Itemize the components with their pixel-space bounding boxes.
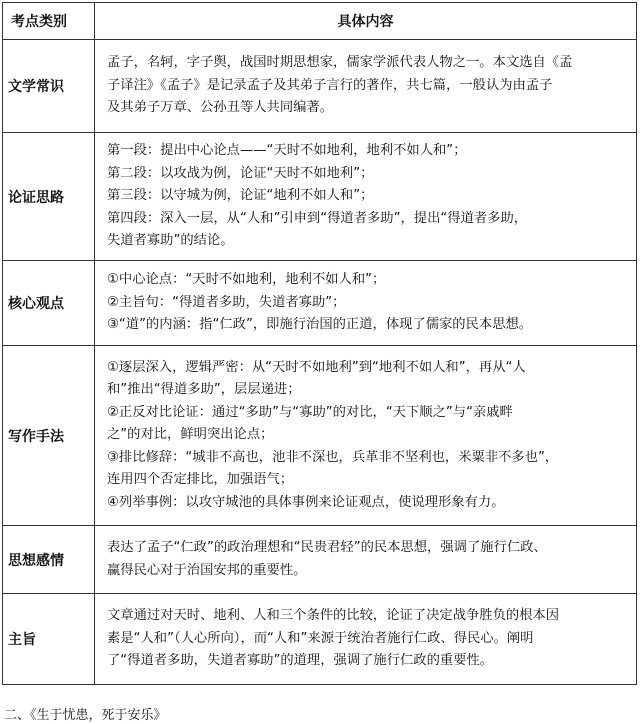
row-category: 论证思路 bbox=[3, 133, 95, 261]
content-line: 孟子，名轲，字子舆，战国时期思想家，儒家学派代表人物之一。本文选自《孟 bbox=[107, 55, 573, 71]
table-row bbox=[3, 133, 637, 261]
content-line: 第一段：提出中心论点——“天时不如地利，地利不如人和”； bbox=[107, 143, 467, 159]
row-content bbox=[95, 133, 637, 261]
table-row bbox=[3, 261, 637, 346]
row-category: 文学常识 bbox=[3, 40, 95, 133]
content-line: 第三段：以守城为例，论证“地利不如人和”； bbox=[107, 188, 374, 204]
content-line: ②主旨句：“得道者多助，失道者寡助”； bbox=[107, 294, 346, 310]
content-line: 文章通过对天时、地利、人和三个条件的比较，论证了决定战争胜负的根本因 bbox=[107, 608, 560, 624]
study-table bbox=[2, 2, 637, 685]
table-row bbox=[3, 526, 637, 594]
content-line: ③“道”的内涵：指“仁政”，即施行治国的正道，体现了儒家的民本思想。 bbox=[107, 317, 533, 333]
table-header-row bbox=[3, 3, 637, 40]
content-line: 了“得道者多助，失道者寡助”的道理，强调了施行仁政的重要性。 bbox=[107, 653, 494, 669]
content-line: 赢得民心对于治国安邦的重要性。 bbox=[107, 562, 307, 578]
content-line: 素是“人和”（人心所向），而“人和”来源于统治者施行仁政、得民心。阐明 bbox=[107, 630, 534, 646]
content-line: 及其弟子万章、公孙丑等人共同编著。 bbox=[107, 100, 334, 116]
row-content bbox=[95, 346, 637, 526]
header-content: 具体内容 bbox=[95, 3, 637, 40]
content-line: 失道者寡助”的结论。 bbox=[107, 233, 234, 249]
content-line: ④列举事例：以攻守城池的具体事例来论证观点，使说理形象有力。 bbox=[107, 494, 505, 510]
content-line: 之”的对比，鲜明突出论点； bbox=[107, 427, 274, 443]
row-category: 思想感情 bbox=[3, 526, 95, 594]
content-line: 表达了孟子“仁政”的政治理想和“民贵君轻”的民本思想，强调了施行仁政、 bbox=[107, 540, 547, 555]
content-line: ①中心论点：“天时不如地利，地利不如人和”； bbox=[107, 272, 386, 288]
content-line: ①逐层深入，逻辑严密：从“天时不如地利”到“地利不如人和”，再从“人 bbox=[107, 359, 526, 375]
section-heading: 二、《生于忧患，死于安乐》 bbox=[4, 708, 167, 723]
row-content bbox=[95, 261, 637, 346]
row-category: 核心观点 bbox=[3, 261, 95, 346]
content-line: 和”推出“得道多助”，层层递进； bbox=[107, 382, 301, 398]
content-line: 子译注》《孟子》是记录孟子及其弟子言行的著作，共七篇，一般认为由孟子 bbox=[107, 77, 553, 93]
row-content bbox=[95, 526, 637, 594]
content-line: 第二段：以攻战为例，论证“天时不如地利”； bbox=[107, 165, 374, 181]
row-content bbox=[95, 594, 637, 685]
table-row bbox=[3, 346, 637, 526]
table-row bbox=[3, 40, 637, 133]
row-category: 主旨 bbox=[3, 594, 95, 685]
row-category: 写作手法 bbox=[3, 346, 95, 526]
content-line: 第四段：深入一层，从“人和”引申到“得道者多助”，提出“得道者多助， bbox=[107, 210, 528, 226]
content-line: ③排比修辞：“城非不高也，池非不深也，兵革非不坚利也，米粟非不多也”， bbox=[107, 449, 559, 465]
table-row bbox=[3, 594, 637, 685]
content-line: ②正反对比论证：通过“多助”与“寡助”的对比，“天下顺之”与“亲戚畔 bbox=[107, 404, 513, 420]
row-content bbox=[95, 40, 637, 133]
content-line: 连用四个否定排比，加强语气； bbox=[107, 472, 294, 488]
header-category: 考点类别 bbox=[3, 3, 95, 40]
